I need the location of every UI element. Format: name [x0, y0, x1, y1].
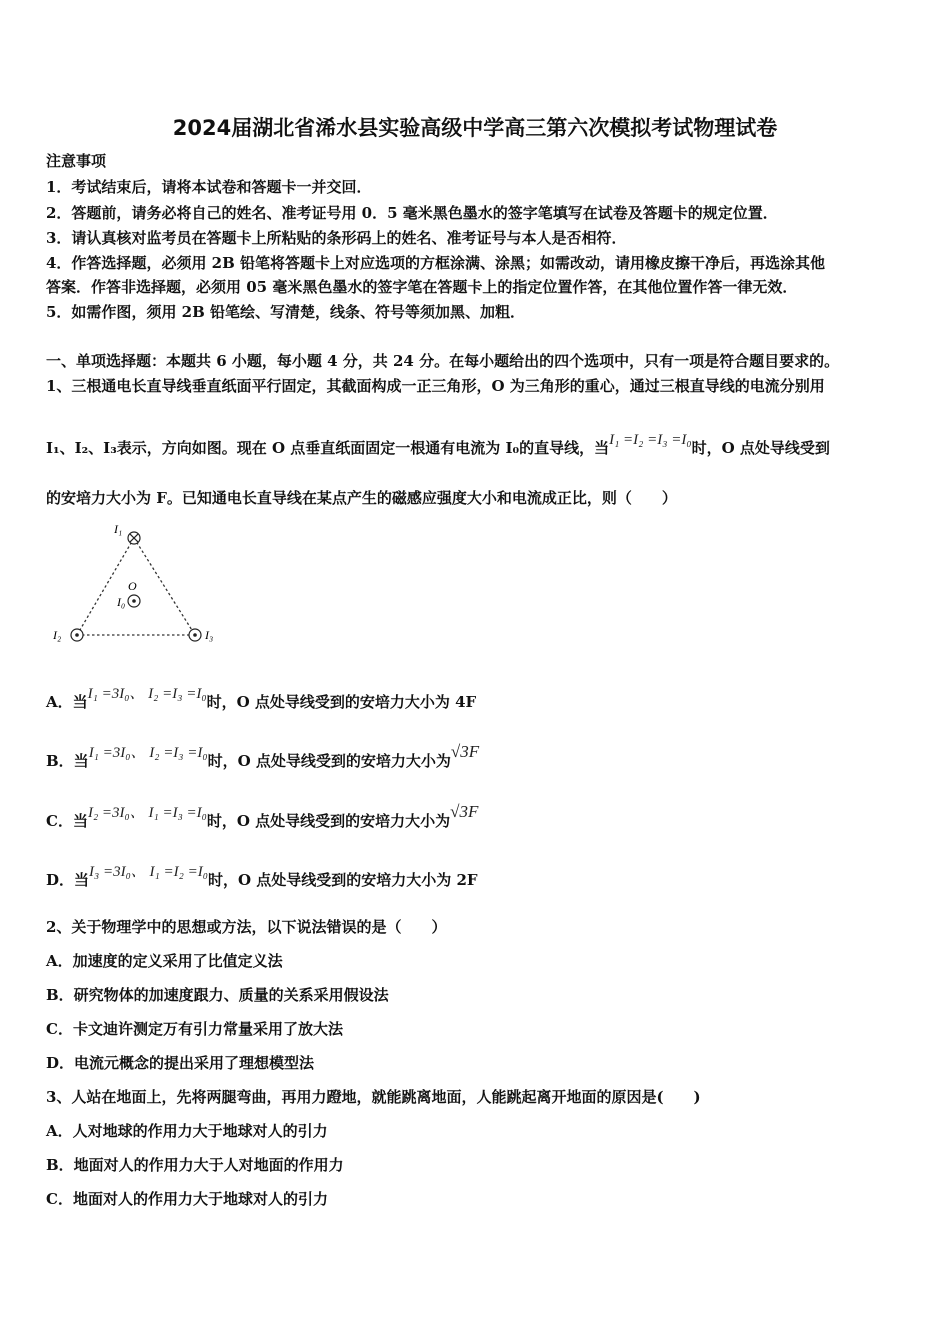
option-label: A．当 [46, 693, 88, 711]
option-math: I₂ =3I₀、 I₁ =I₃ =I₀ [87, 805, 207, 821]
q1-option-b[interactable] [46, 742, 480, 772]
question-1-line-1: 1、三根通电长直导线垂直纸面平行固定，其截面构成一正三角形，O 为三角形的重心，通过三根直导线的电流分别用 [46, 377, 825, 395]
option-math: I₁ =3I₀、 I₂ =I₃ =I₀ [87, 686, 207, 702]
notice-item: 2．答题前，请务必将自己的姓名、准考证号用 0．5 毫米黑色墨水的签字笔填写在试卷及答题卡的规定位置． [46, 204, 778, 222]
label-i2: I₂ [53, 628, 62, 642]
wire-i0-dot-icon [128, 595, 140, 607]
question-3-stem: 3、人站在地面上，先将两腿弯曲，再用力蹬地，就能跳离地面，人能跳起离开地面的原因是( ) [46, 1088, 701, 1106]
q3-option-c[interactable]: C．地面对人的作用力大于地球对人的引力 [46, 1190, 328, 1208]
q1-option-d[interactable] [46, 864, 478, 891]
q2-option-b[interactable]: B．研究物体的加速度跟力、质量的关系采用假设法 [46, 986, 389, 1004]
q1-line2-text-b: 时，O 点处导线受到 [691, 439, 830, 457]
section-heading: 一、单项选择题：本题共 6 小题，每小题 4 分，共 24 分。在每小题给出的四个选项中，只有一项是符合题目要求的。 [46, 352, 840, 370]
option-text: 时，O 点处导线受到的安培力大小为 [206, 812, 451, 830]
q1-line2-text-a: I₁、I₂、I₃表示，方向如图。现在 O 点垂直纸面固定一根通有电流为 I₀的直导线，当 [46, 439, 610, 457]
option-sqrt3f: √3F [450, 742, 480, 761]
q1-line2-math: I₁ =I₂ =I₃ =I₀ [609, 432, 692, 448]
notice-item: 答案．作答非选择题，必须用 05 毫米黑色墨水的签字笔在答题卡上的指定位置作答，在其他位置作答一律无效． [46, 278, 798, 296]
page-title: 2024届湖北省浠水县实验高级中学高三第六次模拟考试物理试卷 [172, 116, 778, 140]
notice-item: 1．考试结束后，请将本试卷和答题卡一并交回． [46, 178, 372, 196]
q2-option-a[interactable]: A．加速度的定义采用了比值定义法 [46, 952, 283, 970]
option-label: D．当 [46, 871, 90, 889]
option-label: C．当 [46, 812, 88, 830]
label-i0: I₀ [117, 595, 126, 609]
option-sqrt3f: √3F [450, 802, 479, 821]
notice-item: 5．如需作图，须用 2B 铅笔绘、写清楚，线条、符号等须加黑、加粗． [46, 303, 525, 321]
triangle-side-right [134, 538, 195, 635]
q2-option-c[interactable]: C．卡文迪许测定万有引力常量采用了放大法 [46, 1020, 343, 1038]
question-1-line-3: 的安培力大小为 F。已知通电长直导线在某点产生的磁感应强度大小和电流成正比，则（ ） [46, 489, 677, 507]
question-2-stem: 2、关于物理学中的思想或方法，以下说法错误的是（ ） [46, 918, 447, 936]
notice-item: 4．作答选择题，必须用 2B 铅笔将答题卡上对应选项的方框涂满、涂黑；如需改动，请用橡皮擦干净后，再选涂其他 [46, 254, 826, 272]
label-i3: I₃ [205, 628, 214, 642]
question-1-line-2 [46, 432, 830, 459]
notice-heading: 注意事项 [46, 152, 107, 170]
q2-option-d[interactable]: D．电流元概念的提出采用了理想模型法 [46, 1054, 315, 1072]
triangle-side-left [77, 538, 134, 635]
q3-option-a[interactable]: A．人对地球的作用力大于地球对人的引力 [46, 1122, 328, 1140]
label-i1: I₁ [114, 522, 123, 536]
option-text: 时，O 点处导线受到的安培力大小为 4F [206, 693, 477, 711]
wire-i3-dot-icon [189, 629, 201, 641]
option-text: 时，O 点处导线受到的安培力大小为 [207, 752, 451, 770]
wire-i2-dot-icon [71, 629, 83, 641]
option-text: 时，O 点处导线受到的安培力大小为 2F [207, 871, 478, 889]
option-label: B．当 [46, 752, 89, 770]
wire-i1-cross-icon [128, 532, 140, 544]
q3-option-b[interactable]: B．地面对人的作用力大于人对地面的作用力 [46, 1156, 344, 1174]
label-o: O [128, 579, 137, 593]
triangle-wire-figure [44, 518, 229, 648]
option-math: I₁ =3I₀、 I₂ =I₃ =I₀ [88, 745, 208, 761]
q1-option-c[interactable] [46, 802, 479, 832]
option-math: I₃ =3I₀、 I₁ =I₂ =I₀ [89, 864, 208, 880]
q1-option-a[interactable] [46, 686, 477, 713]
notice-item: 3．请认真核对监考员在答题卡上所粘贴的条形码上的姓名、准考证号与本人是否相符． [46, 229, 627, 247]
